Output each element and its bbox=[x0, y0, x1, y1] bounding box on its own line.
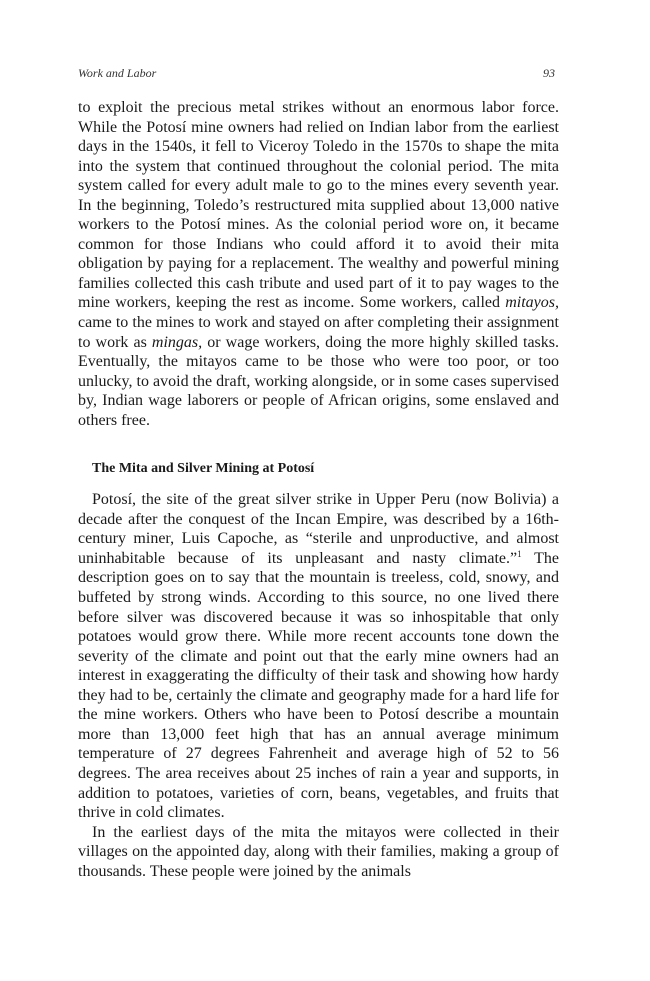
paragraph-mita-collection: In the earliest days of the mita the mitayos were collected in their villages on the appointed day, along with their families, making a group of thousands. These people were joined by the animals bbox=[78, 823, 559, 880]
footnote-marker[interactable]: 1 bbox=[517, 548, 522, 559]
page-number: 93 bbox=[543, 66, 555, 80]
italic-term-mitayos: mitayos, bbox=[505, 294, 559, 312]
page-body bbox=[78, 98, 559, 881]
running-head: Work and Labor bbox=[78, 66, 157, 80]
paragraph-text: or wage workers, doing the more highly skilled tasks. Eventually, the mitayos came to be those who were too poor, or too unlucky, to avoid the draft, working alongside, or in some cases supervised by, Indian wage laborers or people of African origins, some enslaved and others free. bbox=[78, 333, 560, 429]
paragraph-potosi bbox=[78, 490, 559, 822]
paragraph-continued bbox=[78, 98, 559, 430]
paragraph-text: came to the mines to work and stayed on after completing their assignment to work as bbox=[78, 314, 559, 351]
paragraph-text: Potosí, the site of the great silver strike in Upper Peru (now Bolivia) a decade after the conquest of the Incan Empire, was described by a 16th-century miner, Luis Capoche, as “sterile and unproductive, and almost uninhabitable because of its unpleasant and nasty climate.” bbox=[78, 491, 559, 567]
section-heading: The Mita and Silver Mining at Potosí bbox=[92, 461, 315, 477]
paragraph-text: to exploit the precious metal strikes without an enormous labor force. While the Potosí mine owners had relied on Indian labor from the earliest days in the 1540s, it fell to Viceroy Toledo in the 1570s to shape the mita into the system that continued throughout the colonial period. The mita system called for every adult male to go to the mines every seventh year. In the beginning, Toledo’s restructured mita supplied about 13,000 native workers to the Potosí mines. As the colonial period wore on, it became common for those Indians who could afford it to avoid their mita obligation by paying for a replacement. The wealthy and powerful mining families collected this cash tribute and used part of it to pay wages to the mine workers, keeping the rest as income. Some workers, called bbox=[78, 99, 559, 312]
italic-term-mingas: mingas, bbox=[151, 333, 203, 351]
paragraph-text: The description goes on to say that the mountain is treeless, cold, snowy, and buffeted by strong winds. According to this source, no one lived there before silver was discovered because it was so inhospitable that only potatoes would grow there. While more recent accounts tone down the severity of the climate and point out that the early mine owners had an interest in exaggerating the difficulty of their task and showing how hardy they had to be, certainly the climate and geography made for a hard life for the mine workers. Others who have been to Potosí describe a mountain more than 13,000 feet high that has an annual average minimum temperature of 27 degrees Fahrenheit and average high of 52 to 56 degrees. The area receives about 25 inches of rain a year and supports, in addition to potatoes, varieties of corn, beans, vegetables, and fruits that thrive in cold climates. bbox=[78, 549, 559, 822]
